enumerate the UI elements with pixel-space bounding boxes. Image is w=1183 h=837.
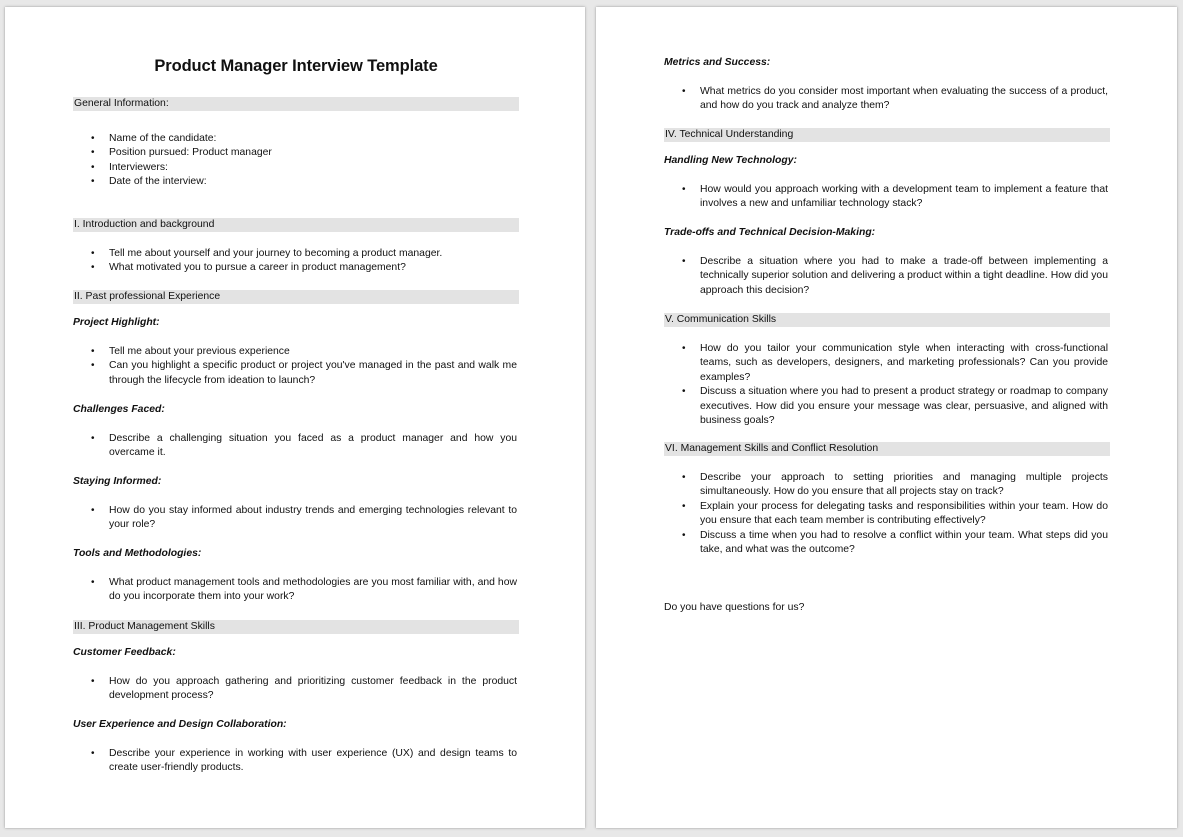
bullet-icon: • <box>91 346 95 357</box>
document-page-2 <box>596 7 1177 828</box>
section-heading-pm-skills: III. Product Management Skills <box>73 620 519 634</box>
subheading-project-highlight: Project Highlight: <box>73 317 160 328</box>
list-item: • Discuss a time when you had to resolve a conflict within your team. What steps did you take, and what was the outcome? <box>682 529 1108 556</box>
metrics-list <box>664 85 1110 114</box>
ux-collaboration-list <box>73 747 519 776</box>
bullet-icon: • <box>91 147 95 159</box>
customer-feedback-list <box>73 675 519 704</box>
list-item: • Discuss a situation where you had to present a product strategy or roadmap to company executives. How did you ensure your message was clear, persuasive, and aligned with business goals? <box>682 386 1108 427</box>
bullet-icon: • <box>91 577 95 588</box>
bullet-icon: • <box>682 86 686 97</box>
list-item: • Describe a situation where you had to make a trade-off between implementing a technically superior solution and delivering a product within a tight deadline. How did you approach this decision? <box>682 256 1108 296</box>
staying-informed-list <box>73 504 519 533</box>
subheading-new-technology: Handling New Technology: <box>664 155 797 166</box>
list-item: • Date of the interview: <box>73 175 519 189</box>
project-highlight-list <box>73 345 519 388</box>
section-heading-past-experience: II. Past professional Experience <box>73 290 519 304</box>
list-item: • What motivated you to pursue a career in product management? <box>73 261 519 275</box>
list-item: • Position pursued: Product manager <box>73 146 519 160</box>
bullet-icon: • <box>682 529 686 541</box>
list-item: • How do you approach gathering and prioritizing customer feedback in the product development process? <box>91 676 517 702</box>
subheading-challenges: Challenges Faced: <box>73 404 165 415</box>
subheading-tools: Tools and Methodologies: <box>73 548 202 559</box>
list-item: • Describe a challenging situation you faced as a product manager and how you overcame it. <box>91 433 517 459</box>
subheading-tradeoffs: Trade-offs and Technical Decision-Making: <box>664 227 876 238</box>
list-item: • How do you tailor your communication style when interacting with cross-functional teams, such as developers, designers, and marketing professionals? Can you provide examples? <box>682 343 1108 383</box>
subheading-staying-informed: Staying Informed: <box>73 476 162 487</box>
section-heading-introduction: I. Introduction and background <box>73 218 519 232</box>
document-title: Product Manager Interview Template <box>154 57 438 75</box>
section-heading-technical: IV. Technical Understanding <box>664 128 1110 142</box>
closing-question: Do you have questions for us? <box>664 602 805 613</box>
bullet-icon: • <box>682 184 686 195</box>
bullet-icon: • <box>91 161 95 173</box>
subheading-metrics: Metrics and Success: <box>664 57 771 68</box>
new-technology-list <box>664 183 1110 212</box>
section-heading-communication: V. Communication Skills <box>664 313 1110 327</box>
list-item: • What product management tools and methodologies are you most familiar with, and how do you incorporate them into your work? <box>91 577 517 603</box>
bullet-icon: • <box>682 256 686 267</box>
list-item: • How would you approach working with a development team to implement a feature that involves a new and unfamiliar technology stack? <box>682 184 1108 210</box>
bullet-icon: • <box>91 248 95 259</box>
list-item: • Tell me about yourself and your journey to becoming a product manager. <box>73 247 519 261</box>
bullet-icon: • <box>682 500 686 512</box>
list-item: • Describe your approach to setting priorities and managing multiple projects simultaneously. How do you ensure that all projects stay on track? <box>682 472 1108 498</box>
introduction-list <box>73 247 519 276</box>
bullet-icon: • <box>682 343 686 354</box>
bullet-icon: • <box>91 676 95 687</box>
bullet-icon: • <box>91 262 95 274</box>
bullet-icon: • <box>91 748 95 759</box>
section-heading-general-info: General Information: <box>73 97 519 111</box>
section-heading-management: VI. Management Skills and Conflict Resolution <box>664 442 1110 456</box>
bullet-icon: • <box>682 386 686 398</box>
bullet-icon: • <box>91 505 95 516</box>
tools-list <box>73 576 519 605</box>
communication-list <box>664 342 1110 428</box>
list-item: • Name of the candidate: <box>73 132 519 146</box>
list-item: • Interviewers: <box>73 161 519 175</box>
challenges-list <box>73 432 519 461</box>
list-item: • Tell me about your previous experience <box>73 345 519 359</box>
tradeoffs-list <box>664 255 1110 298</box>
list-item: • Describe your experience in working with user experience (UX) and design teams to create user-friendly products. <box>91 748 517 774</box>
bullet-icon: • <box>91 133 95 144</box>
bullet-icon: • <box>91 360 95 372</box>
list-item: • What metrics do you consider most important when evaluating the success of a product, and how do you track and analyze them? <box>682 86 1108 112</box>
bullet-icon: • <box>91 176 95 188</box>
management-list <box>664 471 1110 557</box>
list-item: • Explain your process for delegating tasks and responsibilities within your team. How do you ensure that each team member is contributing effectively? <box>682 500 1108 527</box>
list-item: • How do you stay informed about industry trends and emerging technologies relevant to your role? <box>91 505 517 531</box>
list-item: • Can you highlight a specific product or project you've managed in the past and walk me through the lifecycle from ideation to launch? <box>91 360 517 386</box>
general-info-list <box>73 132 519 190</box>
bullet-icon: • <box>682 472 686 483</box>
bullet-icon: • <box>91 433 95 444</box>
subheading-customer-feedback: Customer Feedback: <box>73 647 176 658</box>
document-page-1 <box>5 7 585 828</box>
subheading-ux-collaboration: User Experience and Design Collaboration: <box>73 719 287 730</box>
